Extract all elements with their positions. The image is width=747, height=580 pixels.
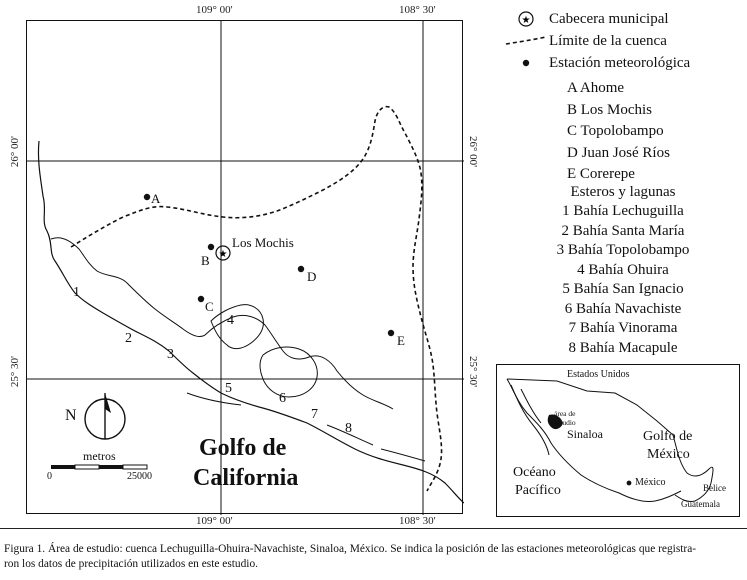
legend-boundary-label: Límite de la cuenca <box>549 32 667 49</box>
longitude-label-bottom-108-30: 108° 30' <box>399 515 436 527</box>
latitude-label-right-26: 26° 00' <box>467 136 479 168</box>
scale-bar-segment-4 <box>123 465 147 469</box>
lagoon-list-item: 2 Bahía Santa María <box>561 222 685 239</box>
station-a-dot <box>144 194 150 200</box>
scale-max-label: 25000 <box>127 471 152 482</box>
inset-label-sinaloa: Sinaloa <box>567 427 603 441</box>
lagoon-list-item: 4 Bahía Ohuira <box>577 261 669 278</box>
lagoon-list-item: 6 Bahía Navachiste <box>564 300 682 317</box>
scale-unit-label: metros <box>83 449 116 463</box>
lagoon-list-title: Esteros y lagunas <box>570 184 676 200</box>
station-dot-icon <box>503 58 549 68</box>
station-list-item: B Los Mochis <box>567 101 653 118</box>
lagoon-list-item: 3 Bahía Topolobampo <box>556 242 690 258</box>
legend-row-station <box>503 52 743 74</box>
lagoon-number-2: 2 <box>125 331 132 346</box>
latitude-label-right-25-30: 25° 30' <box>467 356 479 388</box>
bahia-ohuira-shore <box>211 305 263 349</box>
lagoon-list-item: 8 Bahía Macapule <box>568 339 678 356</box>
legend-capital-label: Cabecera municipal <box>549 10 669 27</box>
station-list-item: D Juan José Ríos <box>567 144 670 161</box>
svg-text:★: ★ <box>521 15 531 26</box>
bahia-navachiste-shore <box>260 347 317 397</box>
sea-label-line-2: California <box>193 465 299 491</box>
scale-min-label: 0 <box>47 471 52 482</box>
inset-label-study-area-1: área de <box>554 409 576 418</box>
longitude-label-top-108-30: 108° 30' <box>399 4 436 16</box>
inset-baja-california <box>511 385 549 455</box>
station-label-d: D <box>307 269 317 284</box>
station-b-dot <box>208 244 214 250</box>
lagoon-list-item: 5 Bahía San Ignacio <box>562 281 684 297</box>
study-area-map <box>26 20 463 514</box>
scale-bar-segment-3 <box>99 465 123 469</box>
lagoon-number-7: 7 <box>311 407 318 422</box>
lagoon-list-item: 7 Bahía Vinorama <box>568 320 678 336</box>
inset-label-guatemala: Guatemala <box>681 499 720 509</box>
svg-text:★: ★ <box>218 249 228 260</box>
lagoon-list-item: 1 Bahía Lechuguilla <box>562 203 684 219</box>
inset-label-ocean-2: Pacífico <box>515 483 561 498</box>
legend-row-capital <box>503 8 743 30</box>
inset-label-ocean-1: Océano <box>513 465 556 480</box>
longitude-label-bottom-109: 109° 00' <box>196 515 233 527</box>
station-c-dot <box>198 296 204 302</box>
station-list-item: C Topolobampo <box>567 123 664 140</box>
station-list-item: A Ahome <box>567 80 625 96</box>
latitude-label-left-26: 26° 00' <box>9 136 21 168</box>
legend-station-label: Estación meteorológica <box>549 54 691 71</box>
inset-label-study-area-2: estudio <box>554 418 576 427</box>
capital-star-icon <box>503 11 549 27</box>
inset-map-mexico <box>496 364 740 517</box>
map-legend <box>503 8 743 74</box>
station-label-e: E <box>397 333 405 348</box>
lagoon-number-5: 5 <box>225 381 232 396</box>
north-label: N <box>65 407 77 424</box>
scale-bar-segment-2 <box>75 465 99 469</box>
station-label-c: C <box>205 299 214 314</box>
longitude-label-top-109: 109° 00' <box>196 4 233 16</box>
station-label-b: B <box>201 253 210 268</box>
scale-bar-segment-1 <box>51 465 75 469</box>
north-arrow-head <box>105 393 111 413</box>
lagoon-number-8: 8 <box>345 421 352 436</box>
lagoon-shore-north <box>51 238 393 409</box>
figure-caption <box>4 542 744 572</box>
inset-label-mexico-city: México <box>635 477 666 488</box>
caption-line-1: Figura 1. Área de estudio: cuenca Lechuguilla-Ohuira-Navachiste, Sinaloa, México. Se indica la posición de las estaciones meteorológicas que registra- <box>4 543 697 555</box>
latitude-label-left-25-30: 25° 30' <box>9 356 21 388</box>
inset-label-gulf-1: Golfo de <box>643 429 693 444</box>
basin-boundary <box>71 107 442 491</box>
lagoon-number-3: 3 <box>167 347 174 362</box>
sea-label-line-1: Golfo de <box>199 435 287 461</box>
legend-row-boundary <box>503 30 743 52</box>
city-label-los-mochis: Los Mochis <box>232 235 294 250</box>
station-e-dot <box>388 330 394 336</box>
lagoon-list <box>503 202 743 358</box>
station-label-a: A <box>151 191 161 206</box>
lagoon-number-4: 4 <box>227 313 234 328</box>
lagoon-number-1: 1 <box>73 285 80 300</box>
caption-line-2: ron los datos de precipitación utilizados en este estudio. <box>4 558 259 570</box>
station-list-item: E Corerepe <box>567 166 635 183</box>
inset-capital-dot <box>627 481 632 486</box>
dashed-line-icon <box>503 36 549 46</box>
inset-label-gulf-2: México <box>647 447 690 462</box>
caption-divider <box>0 528 747 529</box>
station-d-dot <box>298 266 304 272</box>
station-list <box>567 78 670 186</box>
lagoon-number-6: 6 <box>279 391 286 406</box>
inset-label-belize: Belice <box>703 483 726 493</box>
inset-label-usa: Estados Unidos <box>567 369 630 380</box>
